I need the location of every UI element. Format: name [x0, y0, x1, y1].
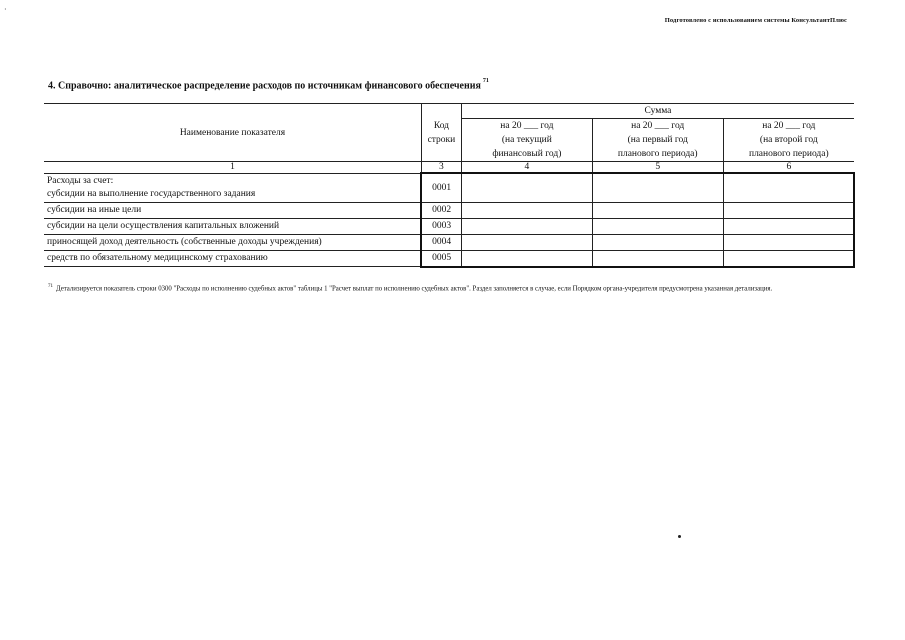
footnote-ref: 71 [482, 78, 489, 84]
expense-distribution-table [44, 103, 855, 268]
col6-header-line3: планового периода) [748, 149, 829, 159]
value-cell-col4[interactable] [461, 173, 592, 202]
section-title [48, 80, 489, 91]
value-cell-col5[interactable] [592, 250, 723, 267]
col-number-4: 4 [461, 162, 592, 174]
value-cell-col6[interactable] [723, 250, 854, 267]
row-label: субсидии на цели осуществления капитальных вложений [44, 218, 421, 234]
col-name-header: Наименование показателя [44, 104, 421, 162]
value-cell-col6[interactable] [723, 173, 854, 202]
row-code: 0004 [421, 234, 461, 250]
footnote-number: 71 [48, 284, 53, 289]
col-number-6: 6 [723, 162, 854, 174]
col5-header-line2: (на первый год [627, 135, 688, 145]
col4-header-line1: на 20 ___ год [500, 121, 554, 131]
col5-header [592, 119, 723, 162]
table-row [44, 173, 854, 202]
value-cell-col5[interactable] [592, 218, 723, 234]
col6-header [723, 119, 854, 162]
row-code: 0003 [421, 218, 461, 234]
value-cell-col6[interactable] [723, 202, 854, 218]
col-number-3: 3 [421, 162, 461, 174]
row-label: приносящей доход деятельность (собственные доходы учреждения) [44, 234, 421, 250]
col-code-header [421, 104, 461, 162]
col-code-header-line2: строки [427, 134, 456, 145]
footnote [48, 282, 854, 294]
value-cell-col5[interactable] [592, 173, 723, 202]
value-cell-col4[interactable] [461, 250, 592, 267]
row-code: 0001 [421, 173, 461, 202]
value-cell-col4[interactable] [461, 218, 592, 234]
col4-header-line3: финансовый год) [492, 149, 562, 159]
footnote-text: Детализируется показатель строки 0300 "Расходы по исполнению судебных актов" таблицы 1 "Расчет выплат по исполнению судебных актов". Раздел заполняется в случае, если Порядком органа-учредителя предусмотрена указанная детализация. [56, 285, 773, 293]
col5-header-line1: на 20 ___ год [631, 121, 685, 131]
value-cell-col4[interactable] [461, 202, 592, 218]
row-label: средств по обязательному медицинскому страхованию [44, 250, 421, 267]
prepared-note: Подготовлено с использованием системы КонсультантПлюс [664, 17, 847, 24]
table-row [44, 218, 854, 234]
col-number-5: 5 [592, 162, 723, 174]
table-row [44, 234, 854, 250]
col4-header [461, 119, 592, 162]
value-cell-col6[interactable] [723, 234, 854, 250]
col-code-header-line1: Код [433, 120, 450, 131]
row-code: 0005 [421, 250, 461, 267]
table-row [44, 202, 854, 218]
row-label-line2: субсидии на выполнение государственного задания [47, 188, 256, 199]
row-code: 0002 [421, 202, 461, 218]
scan-dot [678, 535, 681, 538]
row-label-line1: Расходы за счет: [47, 175, 114, 186]
sum-header: Сумма [461, 104, 854, 119]
col5-header-line3: планового периода) [617, 149, 698, 159]
scan-corner-mark: · [4, 5, 7, 14]
value-cell-col5[interactable] [592, 234, 723, 250]
row-label: субсидии на иные цели [44, 202, 421, 218]
value-cell-col5[interactable] [592, 202, 723, 218]
value-cell-col4[interactable] [461, 234, 592, 250]
value-cell-col6[interactable] [723, 218, 854, 234]
table-row [44, 250, 854, 267]
section-title-text: 4. Справочно: аналитическое распределение расходов по источникам финансового обеспечения [48, 80, 481, 92]
col-number-1: 1 [44, 162, 421, 174]
col6-header-line2: (на второй год [759, 135, 818, 145]
col6-header-line1: на 20 ___ год [762, 121, 816, 131]
col4-header-line2: (на текущий [501, 135, 552, 145]
row-label [44, 173, 421, 202]
